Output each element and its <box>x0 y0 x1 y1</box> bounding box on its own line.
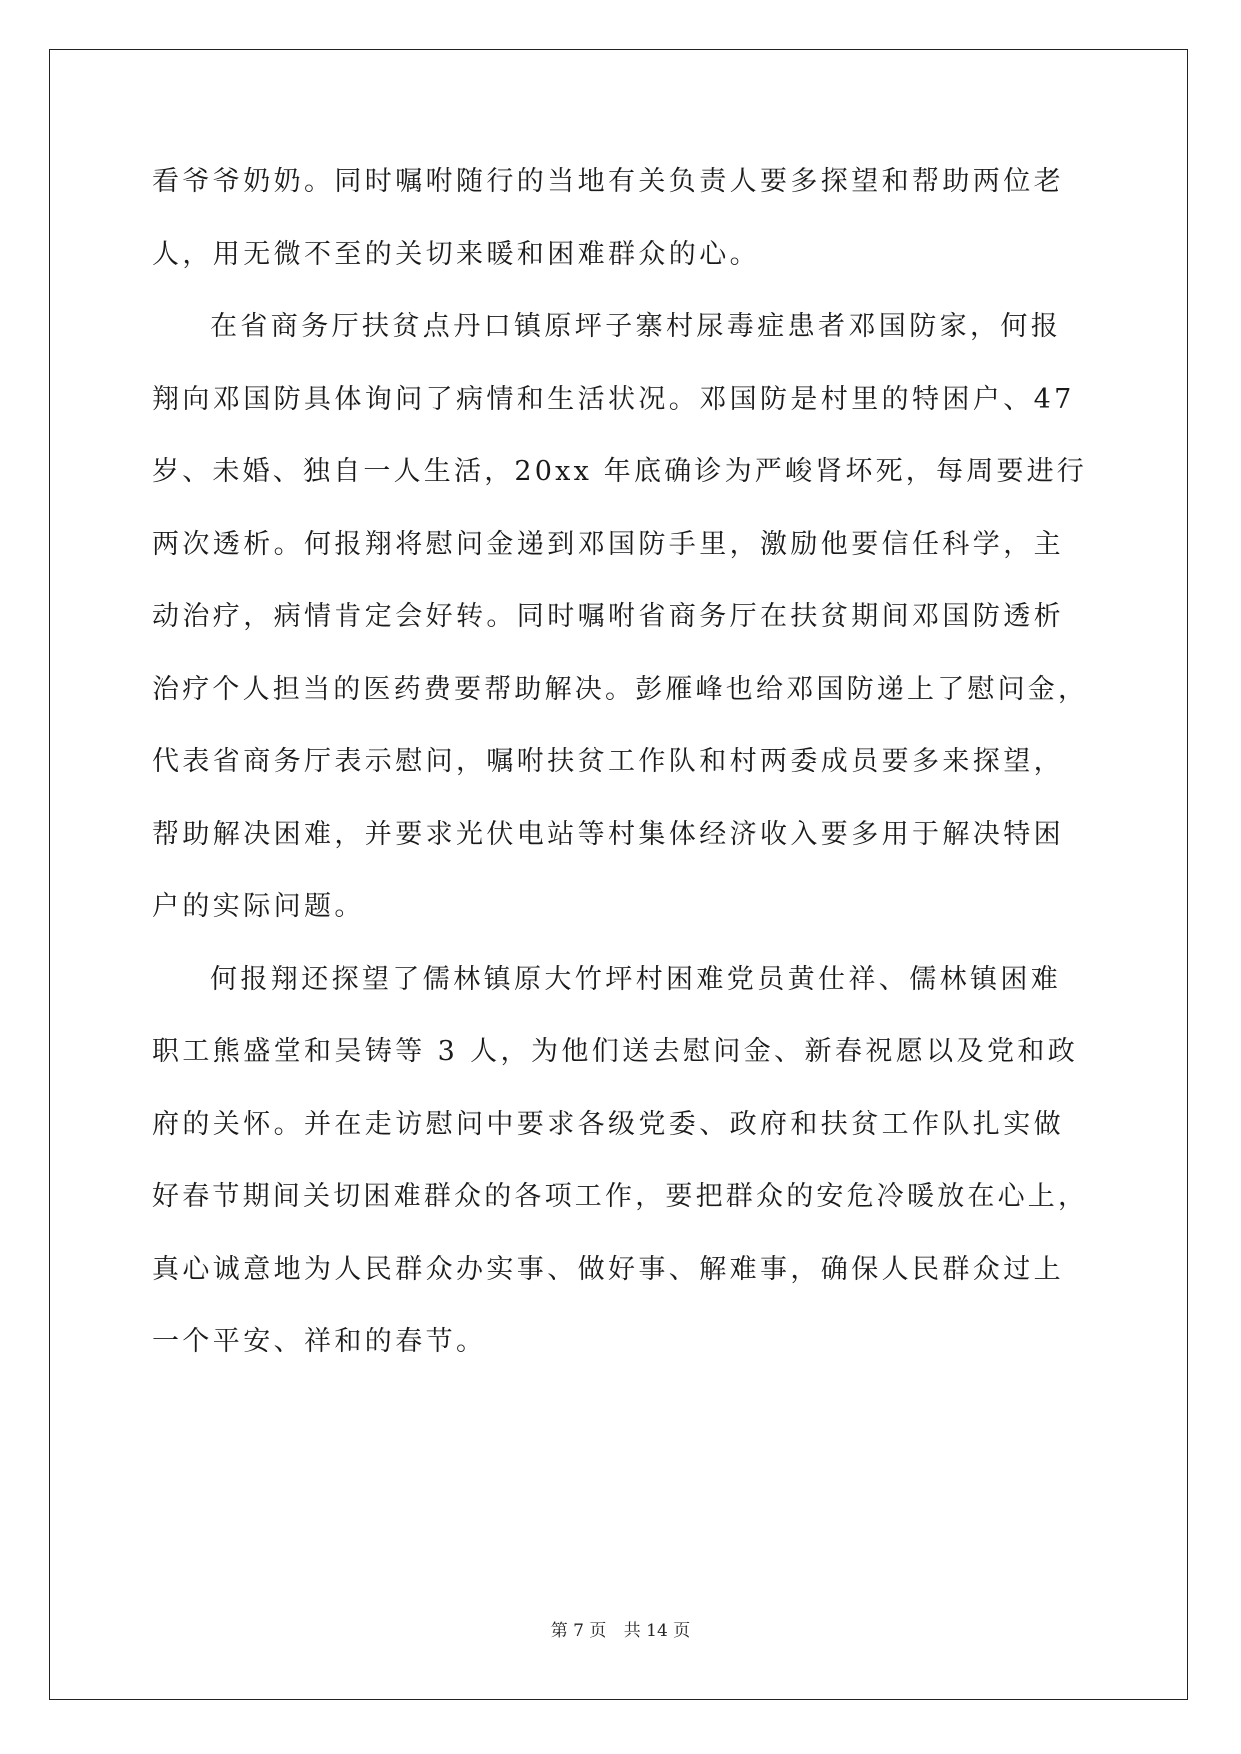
page-number: 第 7 页 <box>550 1621 607 1641</box>
text-line: 看爷爷奶奶。同时嘱咐随行的当地有关负责人要多探望和帮助两位老 <box>152 166 1064 197</box>
text-line: 户的实际问题。 <box>152 891 365 922</box>
page-total: 共 14 页 <box>623 1621 691 1641</box>
page-footer <box>0 1620 1241 1642</box>
text-line: 好春节期间关切困难群众的各项工作，要把群众的安危冷暖放在心上， <box>152 1181 1089 1212</box>
text-line: 代表省商务厅表示慰问，嘱咐扶贫工作队和村两委成员要多来探望， <box>152 746 1064 777</box>
paragraph-start-line: 在省商务厅扶贫点丹口镇原坪子寨村尿毒症患者邓国防家，何报 <box>210 311 1062 342</box>
text-line: 职工熊盛堂和吴铸等 3 人，为他们送去慰问金、新春祝愿以及党和政 <box>152 1036 1079 1067</box>
text-line: 人，用无微不至的关切来暖和困难群众的心。 <box>152 239 760 270</box>
text-line: 两次透析。何报翔将慰问金递到邓国防手里，激励他要信任科学，主 <box>152 529 1064 560</box>
paragraph-start-line: 何报翔还探望了儒林镇原大竹坪村困难党员黄仕祥、儒林镇困难 <box>210 964 1062 995</box>
text-line: 翔向邓国防具体询问了病情和生活状况。邓国防是村里的特困户、47 <box>152 384 1075 415</box>
text-line: 一个平安、祥和的春节。 <box>152 1326 487 1357</box>
text-line: 治疗个人担当的医药费要帮助解决。彭雁峰也给邓国防递上了慰问金， <box>152 674 1089 705</box>
text-line: 真心诚意地为人民群众办实事、做好事、解难事，确保人民群众过上 <box>152 1254 1064 1285</box>
page-border <box>49 49 1188 1700</box>
text-line: 岁、未婚、独自一人生活，20xx 年底确诊为严峻肾坏死，每周要进行 <box>152 456 1087 487</box>
text-line: 府的关怀。并在走访慰问中要求各级党委、政府和扶贫工作队扎实做 <box>152 1109 1064 1140</box>
text-line: 帮助解决困难，并要求光伏电站等村集体经济收入要多用于解决特困 <box>152 819 1064 850</box>
text-line: 动治疗，病情肯定会好转。同时嘱咐省商务厅在扶贫期间邓国防透析 <box>152 601 1064 632</box>
